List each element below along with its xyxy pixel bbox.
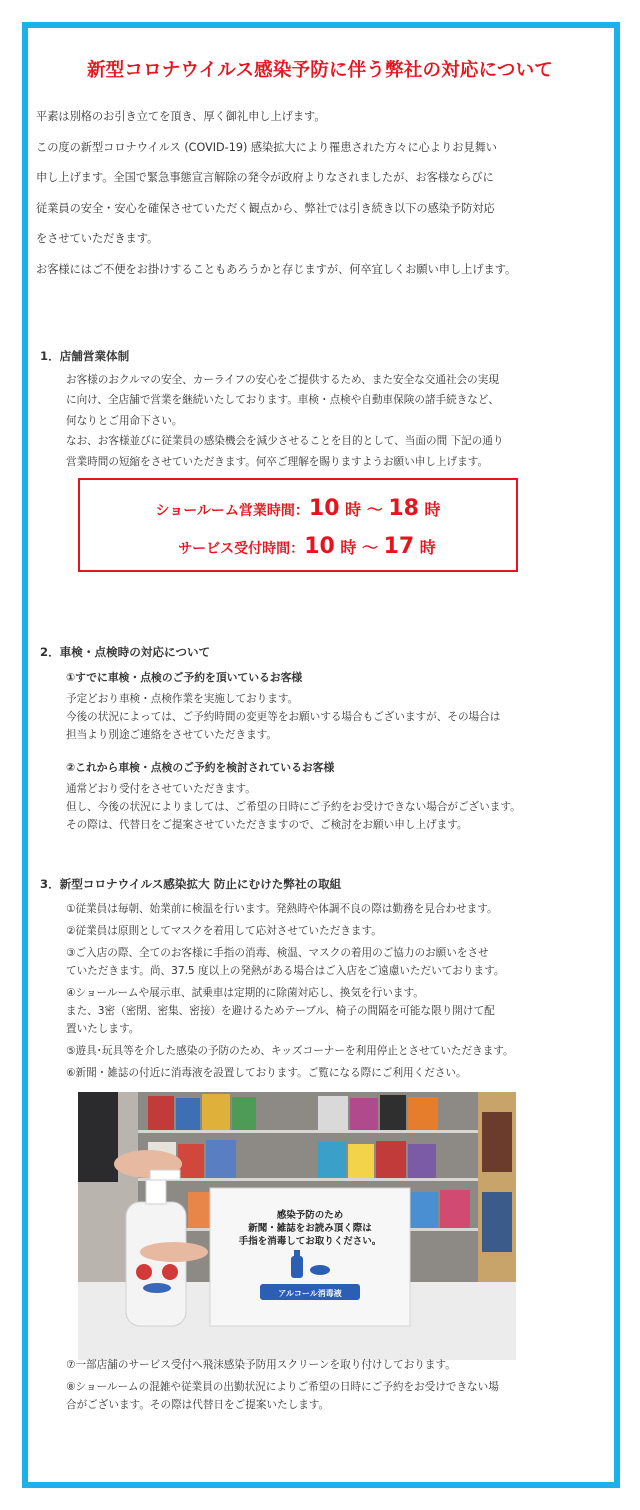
section-3-item-3	[66, 944, 586, 980]
item-line: 合がございます。その際は代替日をご提案いたします。	[66, 1399, 330, 1411]
sign-line-2: 新聞・雑誌をお読み頂く際は	[248, 1223, 372, 1234]
item-line: ていただきます。尚、37.5 度以上の発熱がある場合はご入店をご遠慮いただいております。	[66, 965, 505, 977]
body-line: 担当より別途ご連絡をさせていただきます。	[66, 729, 278, 741]
showroom-hours	[80, 496, 516, 521]
section-3-item-2	[66, 922, 586, 940]
sign-line-3: 手指を消毒してお取りください。	[238, 1236, 382, 1247]
item-line: 置いたします。	[66, 1023, 140, 1035]
sign-badge: アルコール消毒液	[278, 1289, 342, 1298]
body-line: 通常どおり受付をさせていただきます。	[66, 783, 256, 795]
item-line: ①従業員は毎朝、始業前に検温を行います。発熱時や体調不良の際は勤務を見合わせます。	[66, 903, 498, 915]
section-1-line: 何なりとご用命下さい。	[66, 414, 183, 427]
section-3-item-1	[66, 900, 586, 918]
item-line: ⑧ショールームの混雑や従業員の出勤状況によりご希望の日時にご予約をお受けできない場	[66, 1381, 499, 1393]
item-line: ③ご入店の際、全てのお客様に手指の消毒、検温、マスクの着用のご協力のお願いをさせ	[66, 947, 489, 959]
hours-label: サービス受付時間：	[178, 541, 305, 557]
section-2-sub-2-body	[66, 780, 586, 834]
item-line: ⑦一部店舗のサービス受付へ飛沫感染予防用スクリーンを取り付けしております。	[66, 1359, 456, 1371]
section-3-item-8	[66, 1378, 586, 1414]
section-1-heading: 1．店舗営業体制	[40, 349, 130, 363]
hours-end: 18	[388, 496, 419, 521]
item-line: ⑤遊具･玩具等を介した感染の予防のため、キッズコーナーを利用停止とさせていただきます。	[66, 1045, 514, 1057]
section-2-sub-1-heading: ①すでに車検・点検のご予約を頂いているお客様	[66, 671, 303, 684]
section-1-body	[66, 370, 586, 472]
intro-line: 従業員の安全・安心を確保させていただく観点から、弊社では引き続き以下の感染予防対応	[36, 201, 495, 215]
intro-line: 平素は別格のお引き立てを頂き、厚く御礼申し上げます。	[36, 110, 326, 123]
intro-text	[36, 102, 566, 286]
hours-unit: 時	[345, 500, 362, 519]
body-line: その際は、代替日をご提案させていただきますので、ご検討をお願い申し上げます。	[66, 819, 468, 831]
hours-start: 10	[308, 496, 340, 521]
body-line: 但し、今後の状況によりましては、ご希望の日時にご予約をお受けできない場合がございます。	[66, 801, 521, 813]
section-3-item-6	[66, 1064, 586, 1082]
body-line: 今後の状況によっては、ご予約時間の変更等をお願いする場合もございますが、その場合は	[66, 711, 501, 723]
hours-separator: 〜	[361, 538, 378, 557]
section-2-sub-1-body	[66, 690, 586, 744]
section-3-item-7	[66, 1356, 586, 1374]
intro-line: この度の新型コロナウイルス (COVID-19) 感染拡大により罹患された方々に心よりお見舞い	[36, 140, 497, 154]
body-line: 予定どおり車検・点検作業を実施しております。	[66, 693, 299, 705]
hours-unit: 時	[424, 500, 441, 519]
section-2-sub-2-heading: ②これから車検・点検のご予約を検討されているお客様	[66, 761, 335, 774]
hours-unit: 時	[419, 538, 436, 557]
hours-unit: 時	[340, 538, 357, 557]
hours-label: ショールーム営業時間：	[155, 503, 309, 519]
hours-end: 17	[383, 534, 415, 559]
sanitizer-station-photo	[78, 1092, 516, 1360]
photo-illustration	[78, 1092, 516, 1360]
item-line: また、3密（密閉、密集、密接）を避けるためテーブル、椅子の間隔を可能な限り開けて配	[66, 1005, 495, 1017]
section-2-heading: 2．車検・点検時の対応について	[40, 645, 211, 659]
section-1-line: 営業時間の短縮をさせていただきます。何卒ご理解を賜りますようお願い申し上げます。	[66, 455, 489, 468]
section-1-line: お客様のおクルマの安全、カーライフの安心をご提供するため、また安全な交通社会の実現	[66, 374, 499, 386]
intro-line: 申し上げます。全国で緊急事態宣言解除の発令が政府よりなされましたが、お客様ならびに	[36, 171, 494, 185]
section-3-item-5	[66, 1042, 586, 1060]
section-1-line: なお、お客様並びに従業員の感染機会を減少させることを目的として、当面の間 下記の通り	[66, 435, 504, 448]
service-hours	[98, 534, 516, 559]
sign-line-1: 感染予防のため	[276, 1210, 344, 1221]
section-3-heading: 3．新型コロナウイルス感染拡大 防止にむけた弊社の取組	[40, 877, 342, 891]
hours-start: 10	[304, 534, 335, 559]
business-hours-box	[78, 478, 518, 572]
section-3-item-4	[66, 984, 586, 1038]
item-line: ②従業員は原則としてマスクを着用して応対させていただきます。	[66, 925, 382, 937]
item-line: ⑥新聞・雑誌の付近に消毒液を設置しております。ご覧になる際にご利用ください。	[66, 1067, 467, 1079]
section-1-line: に向け、全店舗で営業を継続いたしております。車検・点検や自動車保険の諸手続きなど、	[66, 394, 500, 407]
intro-line: をさせていただきます。	[36, 232, 159, 246]
hours-separator: 〜	[366, 500, 383, 519]
intro-line: お客様にはご不便をお掛けすることもあろうかと存じますが、何卒宜しくお願い申し上げます。	[36, 262, 517, 276]
page-title: 新型コロナウイルス感染予防に伴う弊社の対応について	[86, 60, 554, 81]
item-line: ④ショールームや展示車、試乗車は定期的に除菌対応し、換気を行います。	[66, 987, 424, 999]
